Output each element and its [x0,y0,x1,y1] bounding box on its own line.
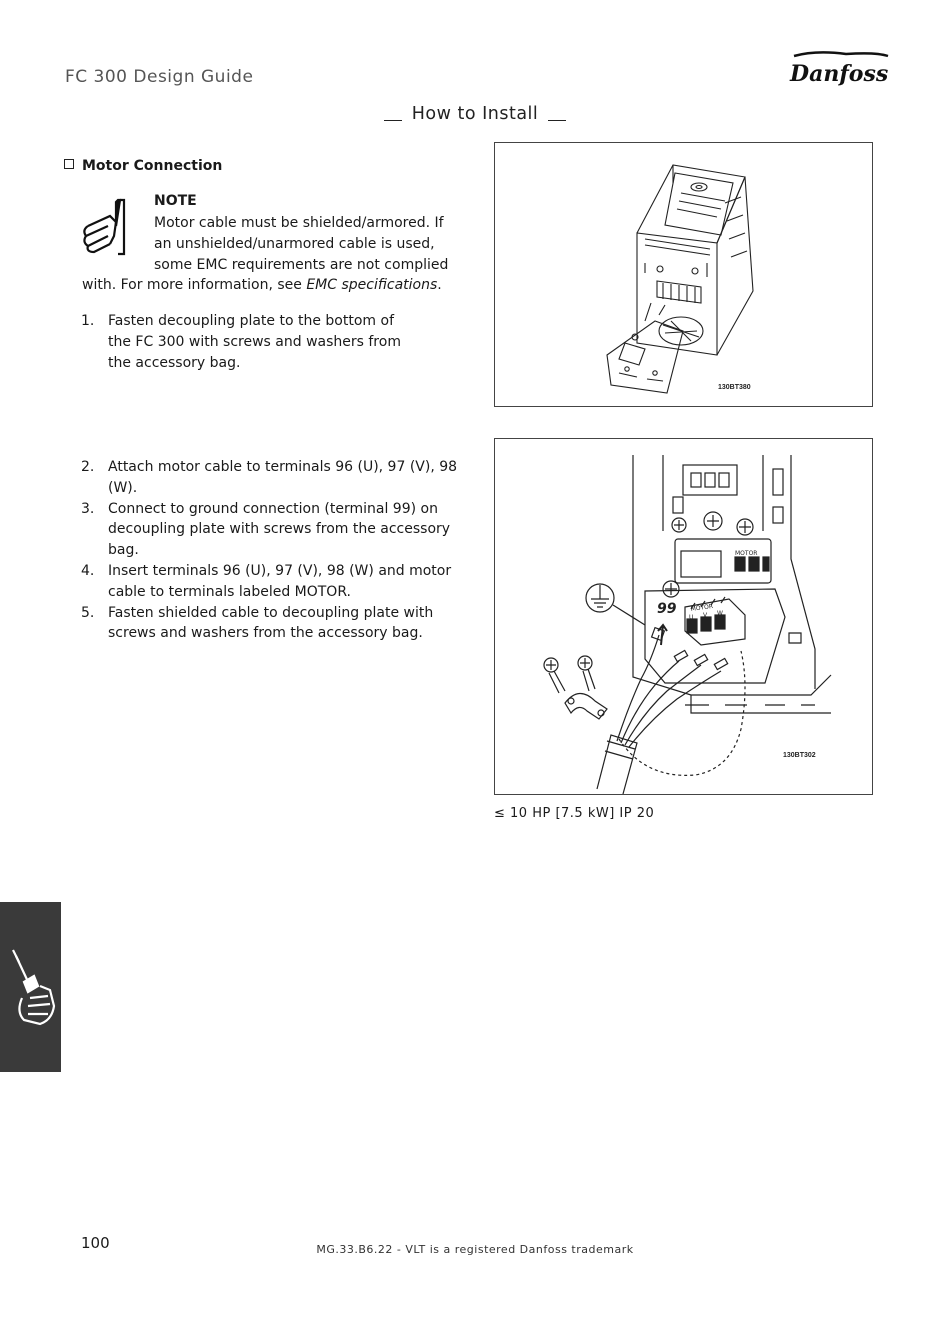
motor-label-lower: MOTOR [690,602,714,613]
footer-trademark: MG.33.B6.22 - VLT is a registered Danfoss trademark [316,1243,634,1256]
header-rule-right [548,120,566,121]
figure-motor-connection [494,438,873,795]
page-number: 100 [81,1234,110,1252]
install-hand-screwdriver-icon [0,902,61,1072]
steps-list-second [81,457,461,644]
document-title: FC 300 Design Guide [65,67,254,87]
steps-list-first [81,311,411,373]
section-title: How to Install [411,104,539,124]
motor-label-upper: MOTOR [735,550,758,557]
danfoss-logo [786,48,891,90]
figure-decoupling-plate [494,142,873,407]
motor-terminal-wiring-illustration [495,439,872,794]
drive-decoupling-plate-illustration [495,143,872,406]
terminal-letter-u: U [689,614,694,621]
section-header [0,104,950,124]
figure-id-label: 130BT380 [718,384,751,391]
terminal-letter-w: W [717,610,723,617]
note-body: Motor cable must be shielded/armored. If an unshielded/unarmored cable is used, some EMC requirements are not complied [154,215,449,273]
list-item: 4. Insert terminals 96 (U), 97 (V), 98 (W) and motor cable to terminals labeled MOTOR. [81,562,452,600]
terminal-99-label: 99 [657,601,677,617]
chapter-side-tab [0,902,61,1072]
list-item: 2. Attach motor cable to terminals 96 (U), 97 (V), 98 (W). [81,459,458,496]
brand-wordmark: Danfoss [790,61,889,87]
note-title: NOTE [154,193,197,209]
terminal-letter-v: V [703,612,708,619]
list-item: 1. Fasten decoupling plate to the bottom of the FC 300 with screws and washers from the accessory bag. [81,313,401,371]
list-item: 3. Connect to ground connection (terminal 99) on decoupling plate with screws from the accessory bag. [81,500,451,559]
checkbox-bullet-icon [64,159,74,169]
figure-caption: ≤ 10 HP [7.5 kW] IP 20 [494,806,655,821]
note-tail: with. For more information, see EMC specifications. [82,277,442,293]
subsection-heading: Motor Connection [64,158,222,174]
emc-specifications-reference: EMC specifications [306,277,438,293]
list-item: 5. Fasten shielded cable to decoupling plate with screws and washers from the accessory bag. [81,604,434,642]
figure-id-label: 130BT302 [783,752,816,759]
header-rule-left [384,120,402,121]
hand-pointing-note-icon [80,196,128,258]
